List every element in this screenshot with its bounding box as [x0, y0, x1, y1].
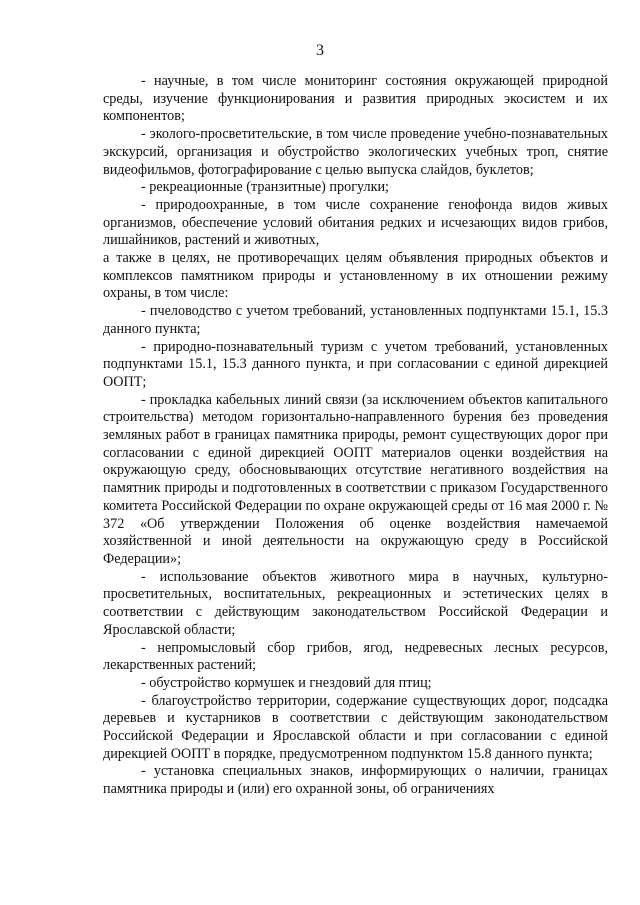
paragraph-beekeeping: - пчеловодство с учетом требований, установленных подпунктами 15.1, 15.3 данного пункта; — [103, 303, 608, 337]
paragraph-also-purposes: а также в целях, не противоречащих целям объявления природных объектов и комплексов памятником природы и установленному в их отношении режиму охраны, в том числе: — [103, 250, 608, 302]
document-body — [103, 73, 608, 799]
paragraph-nature-tourism: - природно-познавательный туризм с учетом требований, установленных подпунктами 15.1, 15.3 данного пункта, и при согласовании с единой дирекцией ООПТ; — [103, 338, 608, 390]
paragraph-recreational-walks: - рекреационные (транзитные) прогулки; — [141, 179, 390, 196]
paragraph-wildlife-use: - использование объектов животного мира в научных, культурно-просветительных, воспитательных, рекреационных и эстетических целях в соответствии с действующим законодательством Российской Федерации и Ярославской области; — [103, 568, 608, 638]
paragraph-cable-lines: - прокладка кабельных линий связи (за исключением объектов капитального строительства) методом горизонтально-направленного бурения без проведения земляных работ в границах памятника природы, ремонт существующих дорог при согласовании с единой дирекцией ООПТ материалов оценки воздействия на окружающую среду, обосновывающих отсутствие негативного воздействия на памятник природы и подготовленных в соответствии с приказом Государственного комитета Российской Федерации по охране окружающей среды от 16 мая 2000 г. № 372 «Об утверждении Положения об оценке воздействия намечаемой хозяйственной и иной деятельности на окружающую среду в Российской Федерации»; — [103, 391, 608, 567]
paragraph-foraging: - непромысловый сбор грибов, ягод, недревесных лесных ресурсов, лекарственных растений; — [103, 639, 608, 674]
paragraph-bird-feeders: - обустройство кормушек и гнездовий для птиц; — [141, 674, 432, 691]
page-number: 3 — [316, 42, 324, 59]
paragraph-landscaping: - благоустройство территории, содержание существующих дорог, подсадка деревьев и кустарников в соответствии с действующим законодательством Российской Федерации и Ярославской области и при согласовании с единой дирекцией ООПТ в порядке, предусмотренном подпунктом 15.8 данного пункта; — [103, 692, 608, 762]
paragraph-educational: - эколого-просветительские, в том числе проведение учебно-познавательных экскурсий, организация и обустройство экологических учебных троп, снятие видеофильмов, фотографирование с целью выпуска слайдов, буклетов; — [103, 126, 608, 178]
paragraph-signage: - установка специальных знаков, информирующих о наличии, границах памятника природы и (или) его охранной зоны, об ограничениях — [103, 763, 608, 798]
paragraph-conservation: - природоохранные, в том числе сохранение генофонда видов живых организмов, обеспечение условий обитания редких и исчезающих видов грибов, лишайников, растений и животных, — [103, 196, 608, 249]
paragraph-scientific: - научные, в том числе мониторинг состояния окружающей природной среды, изучение функционирования и развития природных экосистем и их компонентов; — [103, 73, 608, 125]
